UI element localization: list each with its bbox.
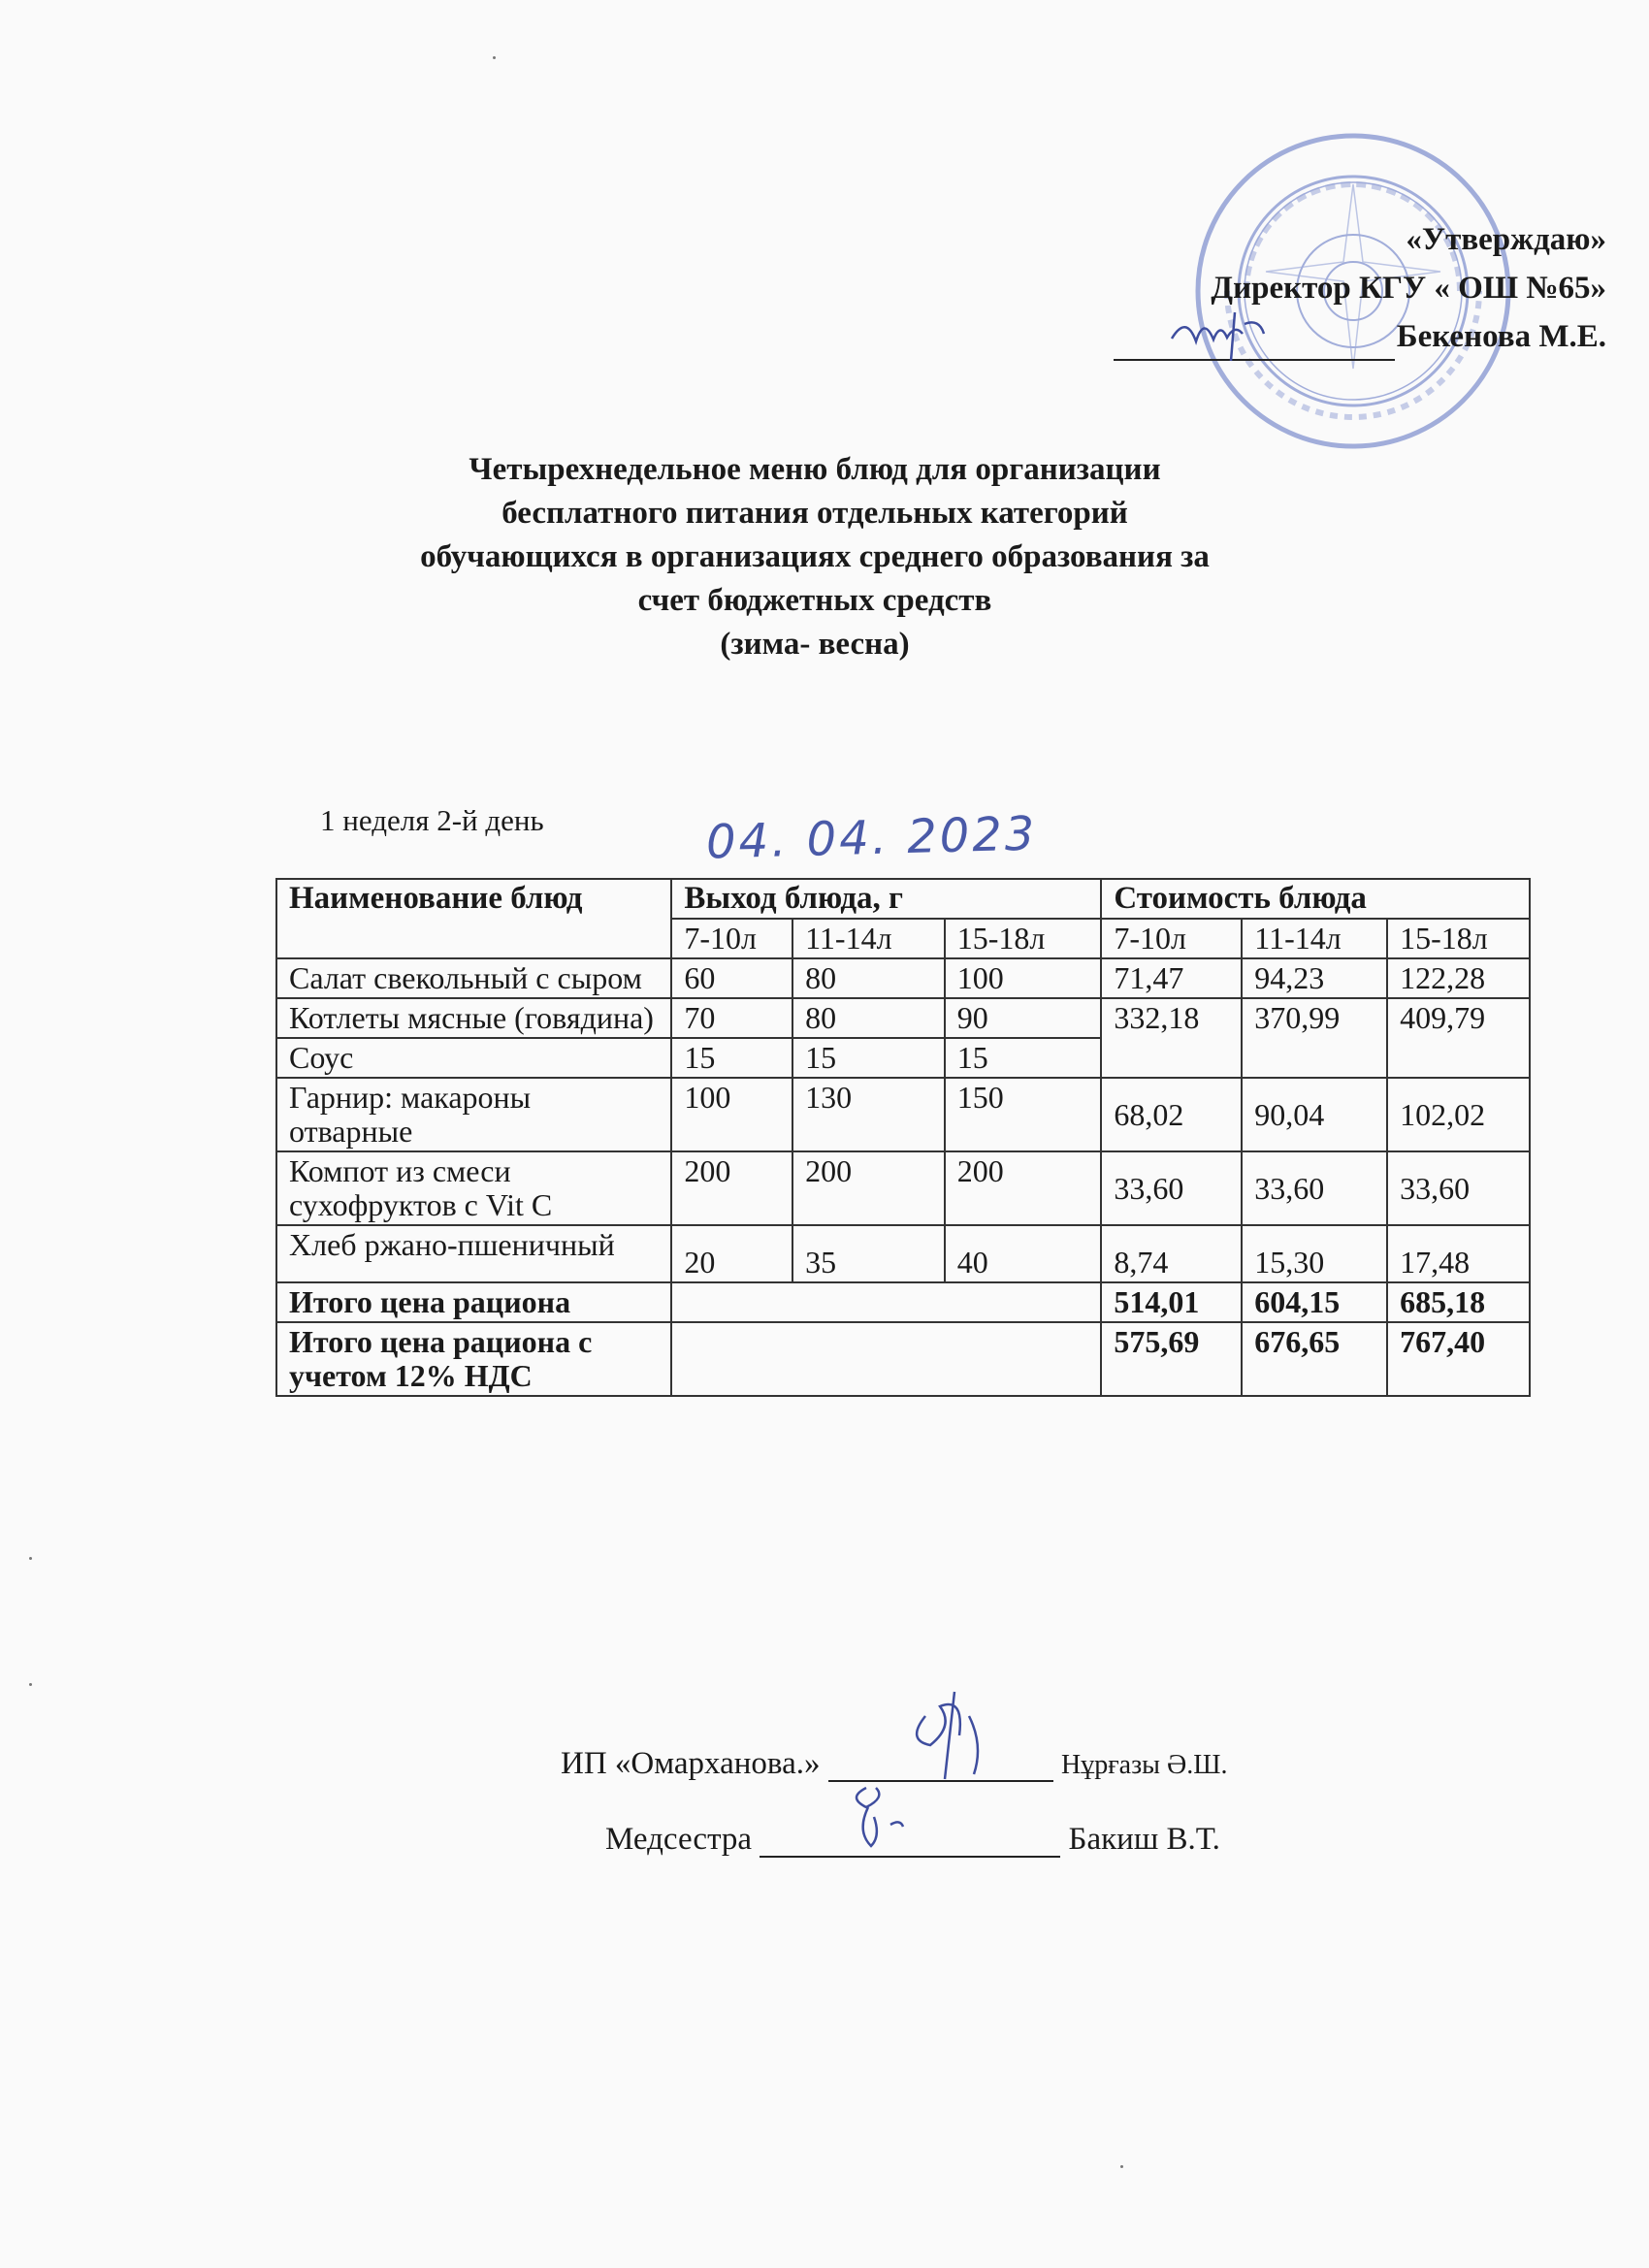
supplier-label: ИП «Омарханова.» [561, 1746, 821, 1781]
header-age: 11-14л [792, 919, 945, 958]
handwritten-date: 04. 04. 2023 [705, 806, 1039, 870]
header-age: 7-10л [671, 919, 792, 958]
dish-name: Салат свекольный с сыром [276, 958, 671, 998]
yield-cell: 35 [792, 1225, 945, 1282]
nurse-signature-line [760, 1827, 1060, 1858]
yield-cell: 200 [945, 1151, 1102, 1225]
table-row [276, 998, 1530, 1038]
yield-cell: 15 [792, 1038, 945, 1078]
table-row [276, 1078, 1530, 1151]
title-line-4: счет бюджетных средств [637, 583, 992, 618]
supplier-signature-row [561, 1746, 1227, 1782]
director-signature [1167, 305, 1283, 363]
cost-cell: 33,60 [1387, 1151, 1530, 1225]
cost-cell: 94,23 [1242, 958, 1387, 998]
cost-cell: 102,02 [1387, 1078, 1530, 1151]
header-age: 7-10л [1101, 919, 1242, 958]
approval-heading: «Утверждаю» [1406, 222, 1606, 257]
menu-table [275, 878, 1531, 1397]
cost-cell: 15,30 [1242, 1225, 1387, 1282]
dish-name: Котлеты мясные (говядина) [276, 998, 671, 1038]
cost-cell: 332,18 [1101, 998, 1242, 1078]
total-row [276, 1282, 1530, 1322]
nurse-signature [837, 1778, 924, 1856]
yield-cell: 90 [945, 998, 1102, 1038]
cost-cell: 122,28 [1387, 958, 1530, 998]
table-row [276, 958, 1530, 998]
total-label: Итого цена рациона [276, 1282, 671, 1322]
yield-cell: 200 [792, 1151, 945, 1225]
dish-name: Соус [276, 1038, 671, 1078]
header-dish: Наименование блюд [276, 879, 671, 958]
yield-cell: 15 [945, 1038, 1102, 1078]
header-age: 11-14л [1242, 919, 1387, 958]
approval-position: Директор КГУ « ОШ №65» [1211, 271, 1606, 306]
total-cell: 604,15 [1242, 1282, 1387, 1322]
yield-cell: 130 [792, 1078, 945, 1151]
scan-speck [493, 56, 496, 59]
yield-cell: 100 [671, 1078, 792, 1151]
header-yield: Выход блюда, г [671, 879, 1101, 919]
yield-cell: 150 [945, 1078, 1102, 1151]
dish-name: Хлеб ржано-пшеничный [276, 1225, 671, 1282]
total-vat-row [276, 1322, 1530, 1396]
empty-cell [671, 1322, 1101, 1396]
approval-signature-row [1114, 312, 1606, 361]
yield-cell: 60 [671, 958, 792, 998]
scan-speck [29, 1557, 32, 1560]
total-cell: 514,01 [1101, 1282, 1242, 1322]
total-vat-cell: 767,40 [1387, 1322, 1530, 1396]
cost-cell: 8,74 [1101, 1225, 1242, 1282]
title-line-3: обучающихся в организациях среднего образования за [420, 539, 1210, 574]
yield-cell: 100 [945, 958, 1102, 998]
table-row [276, 1225, 1530, 1282]
title-line-1: Четырехнедельное меню блюд для организации [469, 452, 1161, 487]
total-cell: 685,18 [1387, 1282, 1530, 1322]
director-name: Бекенова М.Е. [1396, 319, 1606, 354]
yield-cell: 40 [945, 1225, 1102, 1282]
cost-cell: 90,04 [1242, 1078, 1387, 1151]
cost-cell: 370,99 [1242, 998, 1387, 1078]
yield-cell: 200 [671, 1151, 792, 1225]
total-vat-cell: 575,69 [1101, 1322, 1242, 1396]
document-title [291, 448, 1339, 666]
title-line-5: (зима- весна) [720, 627, 910, 662]
title-line-2: бесплатного питания отдельных категорий [501, 496, 1128, 531]
cost-cell: 17,48 [1387, 1225, 1530, 1282]
director-signature-line [1114, 326, 1395, 361]
scan-speck [1120, 2165, 1123, 2168]
yield-cell: 80 [792, 998, 945, 1038]
total-vat-cell: 676,65 [1242, 1322, 1387, 1396]
table-header-row [276, 879, 1530, 919]
yield-cell: 15 [671, 1038, 792, 1078]
table-row [276, 1151, 1530, 1225]
total-vat-label: Итого цена рациона с учетом 12% НДС [276, 1322, 671, 1396]
cost-cell: 33,60 [1242, 1151, 1387, 1225]
cost-cell: 33,60 [1101, 1151, 1242, 1225]
cost-cell: 68,02 [1101, 1078, 1242, 1151]
header-age: 15-18л [945, 919, 1102, 958]
yield-cell: 70 [671, 998, 792, 1038]
yield-cell: 20 [671, 1225, 792, 1282]
yield-cell: 80 [792, 958, 945, 998]
dish-name: Гарнир: макароны отварные [276, 1078, 671, 1151]
header-cost: Стоимость блюда [1101, 879, 1530, 919]
supplier-signature [887, 1687, 993, 1784]
nurse-signature-row [605, 1822, 1220, 1858]
nurse-label: Медсестра [605, 1822, 753, 1857]
nurse-name: Бакиш В.Т. [1068, 1822, 1220, 1857]
cost-cell: 409,79 [1387, 998, 1530, 1078]
cost-cell: 71,47 [1101, 958, 1242, 998]
approval-block [1114, 215, 1606, 361]
header-age: 15-18л [1387, 919, 1530, 958]
dish-name: Компот из смеси сухофруктов с Vit C [276, 1151, 671, 1225]
supplier-name: Нұрғазы Ә.Ш. [1060, 1750, 1228, 1780]
empty-cell [671, 1282, 1101, 1322]
scan-speck [29, 1683, 32, 1686]
day-label: 1 неделя 2-й день [320, 803, 544, 837]
